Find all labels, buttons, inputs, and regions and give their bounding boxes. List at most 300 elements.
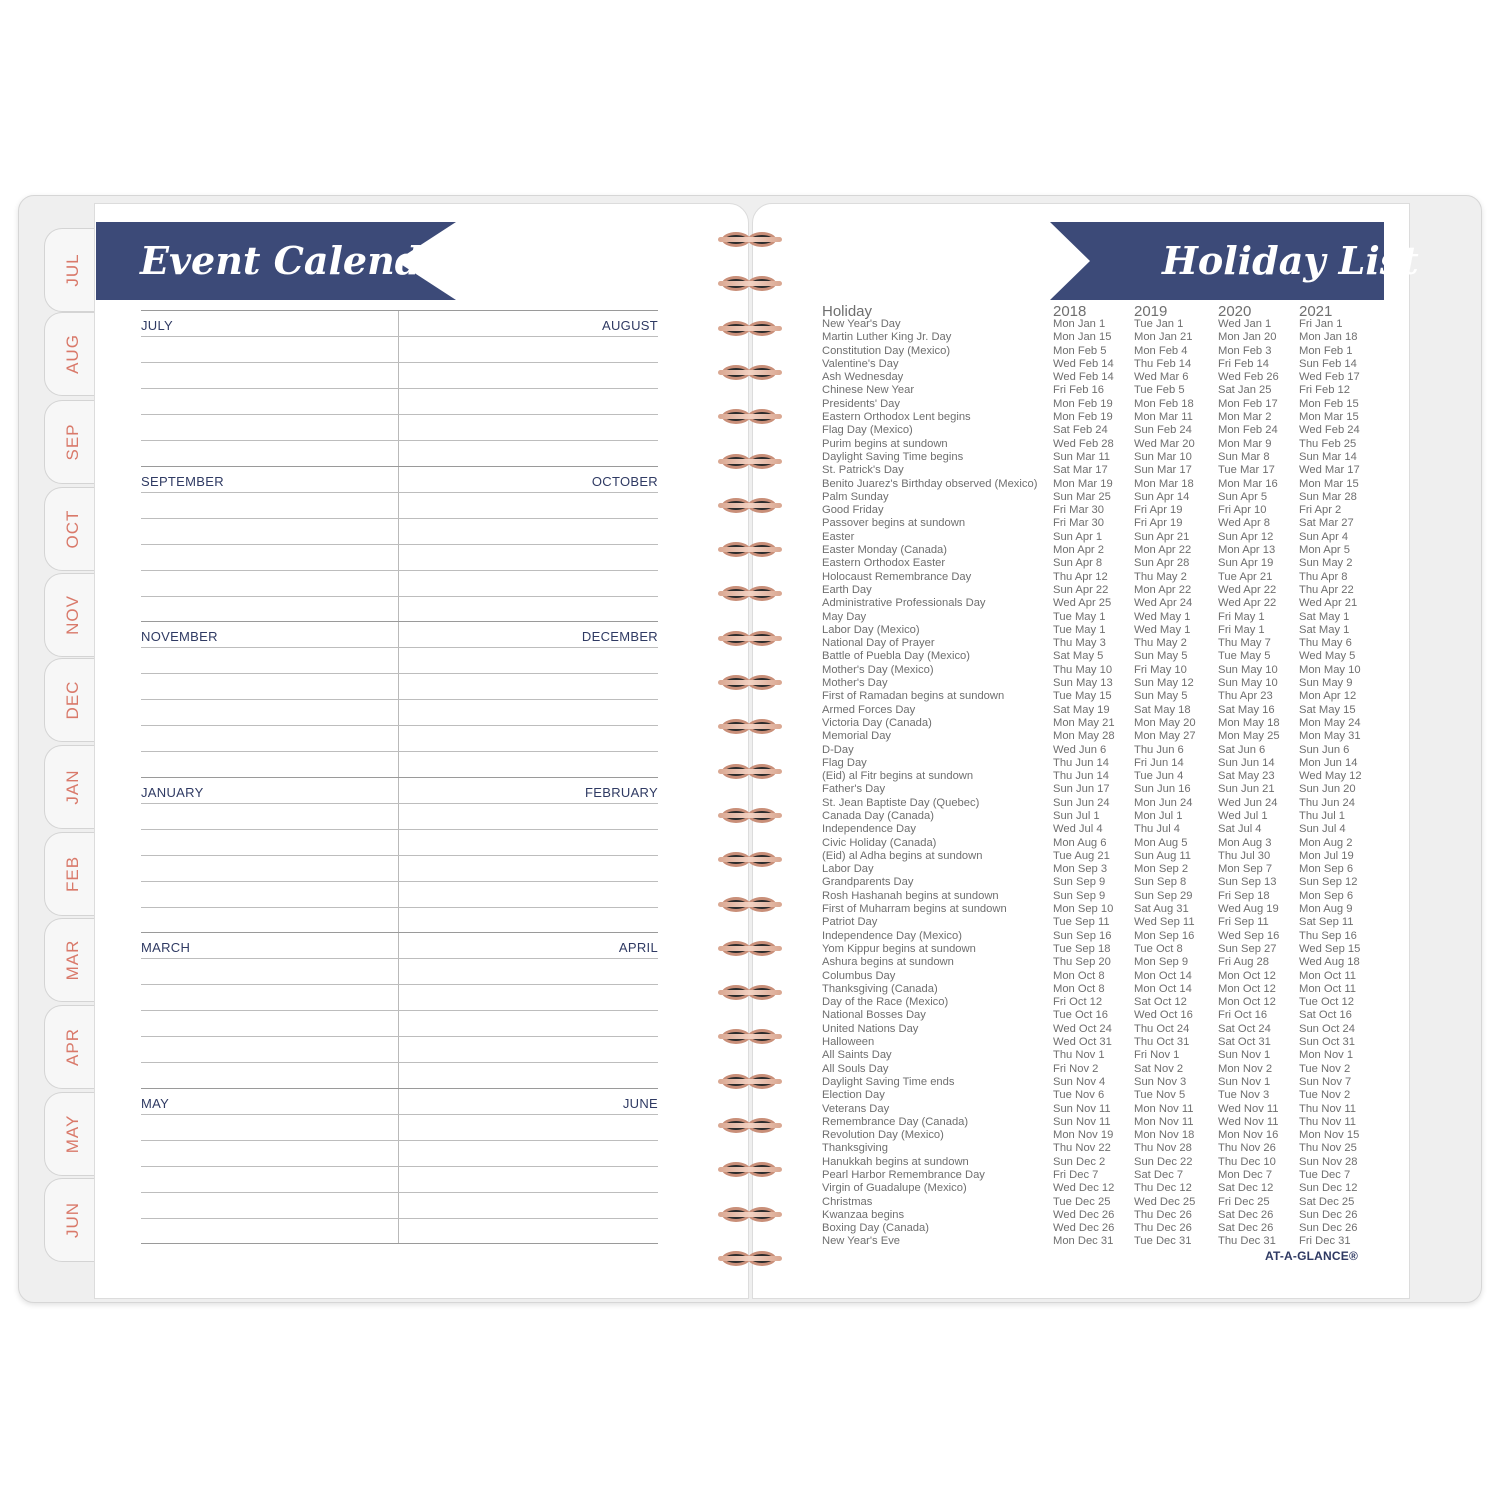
date-2020: Wed Apr 8 [1218,517,1271,530]
date-2019: Wed Mar 6 [1134,371,1189,384]
holiday-name: Mother's Day [822,677,888,690]
date-2021: Wed Apr 21 [1299,597,1358,610]
date-2019: Sun Jun 16 [1134,783,1191,796]
date-2018: Mon Aug 6 [1053,836,1107,849]
date-2021: Mon Apr 5 [1299,544,1350,557]
calendar-line [141,1010,658,1011]
date-2020: Sat Oct 31 [1218,1036,1271,1049]
date-2020: Tue May 5 [1218,650,1271,663]
date-2018: Sun Sep 9 [1053,876,1106,889]
date-2019: Wed Sep 11 [1134,916,1195,929]
date-2018: Sun Jun 17 [1053,783,1110,796]
spiral-coil [718,1251,782,1267]
date-2020: Mon Feb 3 [1218,344,1272,357]
date-2019: Mon Apr 22 [1134,583,1192,596]
holiday-name: First of Muharram begins at sundown [822,903,1007,916]
holiday-name: All Saints Day [822,1049,892,1062]
date-2020: Wed Apr 22 [1218,597,1277,610]
holiday-name: Passover begins at sundown [822,517,966,530]
date-2019: Tue Jun 4 [1134,770,1184,783]
date-2019: Mon Jan 21 [1134,331,1193,344]
date-2020: Tue Mar 17 [1218,464,1275,477]
date-2018: Sun May 13 [1053,677,1113,690]
date-2019: Thu Dec 26 [1134,1222,1192,1235]
date-2021: Sun Mar 14 [1299,450,1357,463]
date-2018: Mon May 28 [1053,730,1115,743]
month-label-left: SEPTEMBER [141,474,224,489]
date-2019: Mon Nov 11 [1134,1115,1194,1128]
date-2020: Sat May 23 [1218,770,1275,783]
date-2021: Fri Apr 2 [1299,504,1342,517]
date-2021: Fri Jan 1 [1299,318,1343,330]
holiday-name: Revolution Day (Mexico) [822,1129,944,1142]
holiday-name: Mother's Day (Mexico) [822,663,934,676]
date-2021: Sun Nov 7 [1299,1075,1352,1088]
holiday-name: Grandparents Day [822,876,914,889]
date-2020: Wed Sep 16 [1218,929,1280,942]
spiral-coil [718,276,782,292]
holiday-name: Victoria Day (Canada) [822,716,932,729]
year-column-2020 [1218,318,1280,1249]
holiday-name: Yom Kippur begins at sundown [822,942,976,955]
date-2019: Sat Dec 7 [1134,1169,1184,1181]
holiday-name: Day of the Race (Mexico) [822,996,949,1009]
month-label-right: FEBRUARY [585,785,658,800]
date-2018: Thu Nov 1 [1053,1049,1105,1062]
date-2018: Tue Aug 21 [1053,849,1110,862]
date-2018: Wed Dec 26 [1053,1222,1115,1235]
brand-logo: AT-A-GLANCE® [1265,1249,1359,1263]
date-2019: Thu Dec 26 [1134,1208,1192,1221]
date-2020: Tue Nov 3 [1218,1089,1270,1102]
calendar-line [141,1166,658,1167]
date-2018: Sun Mar 11 [1053,450,1111,463]
date-2018: Mon Dec 31 [1053,1235,1114,1248]
spiral-coil [718,1207,782,1223]
date-2019: Fri Jun 14 [1134,756,1184,769]
date-2019: Mon Sep 9 [1134,956,1189,969]
tab-jan[interactable] [44,745,100,829]
spiral-coil [718,852,782,868]
date-2019: Sun Mar 10 [1134,450,1192,463]
date-2020: Wed Jul 1 [1218,809,1268,822]
tab-jun[interactable] [44,1178,100,1262]
spiral-coil [718,321,782,337]
date-2018: Fri Nov 2 [1053,1062,1099,1075]
date-2020: Sat Jan 25 [1218,384,1272,397]
date-2020: Sun Apr 12 [1218,530,1274,543]
spiral-coil [718,365,782,381]
calendar-line [141,855,658,856]
date-2021: Mon Oct 11 [1299,969,1356,982]
tab-label: JAN [62,769,82,805]
date-2019: Mon May 27 [1134,730,1196,743]
holiday-name: Remembrance Day (Canada) [822,1115,969,1128]
date-2018: Wed Oct 31 [1053,1036,1112,1049]
date-2019: Sat Aug 31 [1134,903,1189,916]
holiday-name: Thanksgiving (Canada) [822,982,938,995]
date-2020: Wed Feb 26 [1218,371,1279,384]
holiday-name: National Bosses Day [822,1009,926,1022]
year-header-2021: 2021 [1299,303,1333,320]
date-2020: Sun Apr 5 [1218,490,1268,503]
date-2018: Sun Nov 4 [1053,1075,1106,1088]
date-2020: Mon Mar 9 [1218,437,1272,450]
date-2020: Fri Aug 28 [1218,956,1269,969]
date-2020: Mon Feb 17 [1218,397,1278,410]
date-2021: Thu May 6 [1299,637,1352,650]
holiday-name: All Souls Day [822,1062,889,1075]
holiday-name: Rosh Hashanah begins at sundown [822,889,999,902]
tab-jul[interactable] [44,228,100,312]
date-2020: Mon Jan 20 [1218,331,1277,344]
holiday-name: Daylight Saving Time ends [822,1075,955,1088]
calendar-line [141,466,658,467]
holiday-name: Holocaust Remembrance Day [822,570,972,583]
date-2021: Tue Nov 2 [1299,1062,1351,1075]
tab-apr[interactable] [44,1005,100,1089]
date-2021: Mon May 10 [1299,663,1361,676]
date-2018: Thu Nov 22 [1053,1142,1111,1155]
date-2019: Sun Apr 28 [1134,557,1190,570]
date-2021: Mon Jul 19 [1299,849,1354,862]
holiday-name: Flag Day [822,756,867,769]
date-2020: Mon Oct 12 [1218,982,1276,995]
tab-sep[interactable] [44,400,100,484]
date-2019: Sat Oct 12 [1134,996,1187,1009]
date-2020: Mon Nov 2 [1218,1062,1273,1075]
tab-may[interactable] [44,1092,100,1176]
spiral-coil [718,631,782,647]
year-column-2019 [1134,318,1196,1249]
date-2019: Sun Apr 21 [1134,530,1190,543]
holiday-name: Eastern Orthodox Lent begins [822,411,971,424]
date-2019: Fri Apr 19 [1134,504,1183,517]
calendar-line [141,881,658,882]
date-2019: Wed Dec 25 [1134,1195,1196,1208]
date-2020: Mon Sep 7 [1218,863,1273,876]
holiday-name: (Eid) al Adha begins at sundown [822,849,983,862]
date-2018: Wed Feb 28 [1053,437,1114,450]
date-2019: Mon Feb 4 [1134,344,1188,357]
date-2018: Fri Oct 12 [1053,996,1103,1009]
date-2018: Thu Jun 14 [1053,770,1109,783]
date-2018: Sun Jul 1 [1053,809,1100,822]
date-2021: Wed Feb 17 [1299,371,1360,384]
date-2021: Sun Sep 12 [1299,876,1358,889]
year-header-2019: 2019 [1134,303,1168,320]
calendar-line [141,388,658,389]
date-2020: Mon Feb 24 [1218,424,1278,437]
date-2020: Mon May 25 [1218,730,1280,743]
date-2021: Sun May 9 [1299,677,1353,690]
holiday-name: National Day of Prayer [822,637,935,650]
date-2021: Sun Feb 14 [1299,357,1357,370]
date-2018: Thu Jun 14 [1053,756,1109,769]
date-2021: Sat Mar 27 [1299,517,1354,530]
date-2019: Mon Feb 18 [1134,397,1194,410]
calendar-line [141,829,658,830]
date-2019: Wed Mar 20 [1134,437,1195,450]
holiday-name: Thanksgiving [822,1142,888,1155]
date-2019: Thu Oct 24 [1134,1022,1190,1035]
spiral-coil [718,1074,782,1090]
calendar-line [141,647,658,648]
date-2021: Mon May 24 [1299,716,1361,729]
date-2019: Thu Jul 4 [1134,823,1181,836]
date-2019: Sun Mar 17 [1134,464,1192,477]
date-2019: Mon Sep 16 [1134,929,1195,942]
calendar-line [141,596,658,597]
date-2021: Mon Nov 1 [1299,1049,1354,1062]
date-2019: Sat Nov 2 [1134,1062,1184,1075]
holiday-name: Easter Monday (Canada) [822,544,947,557]
holiday-name: Presidents' Day [822,397,900,410]
date-2019: Mon Aug 5 [1134,836,1188,849]
date-2020: Sun May 10 [1218,663,1278,676]
date-2018: Wed Dec 26 [1053,1208,1115,1221]
date-2020: Fri Apr 10 [1218,504,1267,517]
holiday-name: Labor Day (Mexico) [822,623,920,636]
date-2019: Mon Sep 2 [1134,863,1189,876]
date-2019: Mon Jun 24 [1134,796,1193,809]
date-2020: Thu Dec 31 [1218,1235,1276,1248]
calendar-line [141,1192,658,1193]
tab-label: MAR [62,939,82,981]
date-2019: Mon Oct 14 [1134,982,1192,995]
date-2020: Sat Jul 4 [1218,823,1262,836]
holiday-name: Daylight Saving Time begins [822,450,964,463]
date-2021: Sun Jun 20 [1299,783,1356,796]
date-2020: Sun Mar 8 [1218,450,1270,463]
date-2021: Sun Jun 6 [1299,743,1350,756]
date-2021: Mon Feb 1 [1299,344,1353,357]
date-2020: Fri Dec 25 [1218,1195,1270,1208]
date-2021: Sat May 1 [1299,623,1350,636]
date-2019: Fri Apr 19 [1134,517,1183,530]
date-2018: Mon Mar 19 [1053,477,1113,490]
date-2021: Sun Oct 31 [1299,1036,1355,1049]
calendar-line [141,958,658,959]
date-2021: Sat May 1 [1299,610,1350,623]
date-2019: Tue Dec 31 [1134,1235,1192,1248]
date-2020: Sat May 16 [1218,703,1275,716]
date-2018: Mon Jan 15 [1053,331,1112,344]
holiday-name: Eastern Orthodox Easter [822,557,946,570]
date-2021: Mon Nov 15 [1299,1129,1360,1142]
holiday-name: Chinese New Year [822,384,915,397]
calendar-bottom-line [141,1243,658,1244]
date-2019: Tue Nov 5 [1134,1089,1186,1102]
date-2019: Thu Jun 6 [1134,743,1184,756]
date-2019: Mon Jul 1 [1134,809,1183,822]
date-2019: Sun Apr 14 [1134,490,1190,503]
tab-oct[interactable] [44,487,100,571]
date-2018: Sat Mar 17 [1053,464,1108,477]
date-2018: Fri Feb 16 [1053,384,1104,397]
date-2019: Sun Dec 22 [1134,1155,1193,1168]
date-2021: Mon Sep 6 [1299,863,1354,876]
date-2020: Sat Dec 26 [1218,1222,1274,1235]
date-2018: Wed Oct 24 [1053,1022,1112,1035]
date-2020: Fri Sep 11 [1218,916,1269,929]
tab-feb[interactable] [44,832,100,916]
tab-label: APR [62,1028,82,1066]
date-2018: Tue Sep 18 [1053,942,1111,955]
date-2018: Tue May 1 [1053,610,1106,623]
month-label-left: JANUARY [141,785,204,800]
month-label-right: DECEMBER [581,629,658,644]
date-2020: Mon Mar 16 [1218,477,1278,490]
spiral-coil [718,586,782,602]
date-2018: Sun Apr 22 [1053,583,1109,596]
date-2019: Mon Mar 11 [1134,411,1193,424]
tab-label: JUN [62,1201,82,1239]
calendar-line [141,440,658,441]
month-label-right: AUGUST [602,318,658,333]
date-2020: Sat Dec 12 [1218,1182,1274,1195]
calendar-line [141,336,658,337]
spiral-coil [718,1029,782,1045]
year-column-2018 [1053,318,1115,1249]
holiday-name: Hanukkah begins at sundown [822,1155,969,1168]
date-2018: Sun Mar 25 [1053,490,1111,503]
date-2019: Mon Nov 18 [1134,1129,1195,1142]
date-2021: Thu Apr 22 [1299,583,1354,596]
date-2021: Mon May 31 [1299,730,1361,743]
spiral-coil [718,1162,782,1178]
date-2021: Wed Mar 17 [1299,464,1360,477]
tab-dec[interactable] [44,658,100,742]
date-2021: Sun Dec 26 [1299,1208,1358,1221]
date-2018: Mon Feb 5 [1053,344,1107,357]
date-2020: Mon Nov 16 [1218,1129,1279,1142]
date-2018: Mon Apr 2 [1053,544,1104,557]
spiral-coil [718,675,782,691]
spiral-coil [718,985,782,1001]
date-2019: Mon Oct 14 [1134,969,1192,982]
holiday-name: May Day [822,610,867,623]
tab-label: NOV [62,595,82,635]
holiday-header: Holiday [822,303,873,320]
date-2021: Thu Nov 11 [1299,1115,1357,1128]
spiral-coil [718,542,782,558]
date-2021: Mon Mar 15 [1299,411,1359,424]
date-2020: Tue Apr 21 [1218,570,1273,583]
date-2020: Wed Jan 1 [1218,318,1272,330]
calendar-line [141,414,658,415]
holiday-name: Valentine's Day [822,357,899,370]
holiday-name: Memorial Day [822,730,892,743]
date-2021: Mon Jun 14 [1299,756,1358,769]
calendar-line [141,310,658,311]
tab-label: JUL [62,253,82,287]
date-2018: Tue Dec 25 [1053,1195,1111,1208]
date-2021: Mon Mar 15 [1299,477,1359,490]
calendar-line [141,803,658,804]
date-2019: Sun Sep 29 [1134,889,1193,902]
holiday-name: Patriot Day [822,916,878,929]
date-2019: Sun May 5 [1134,650,1188,663]
tab-label: AUG [62,334,82,374]
date-2021: Thu Apr 8 [1299,570,1348,583]
calendar-line [141,1218,658,1219]
date-2021: Tue Oct 12 [1299,996,1354,1009]
holiday-name: D-Day [822,743,854,756]
date-2018: Sun Nov 11 [1053,1115,1111,1128]
month-label-left: MAY [141,1096,170,1111]
holiday-name: New Year's Eve [822,1235,901,1248]
date-2019: Thu Feb 14 [1134,357,1192,370]
date-2020: Thu Apr 23 [1218,690,1273,703]
date-2021: Wed Sep 15 [1299,942,1361,955]
date-2020: Fri Oct 16 [1218,1009,1268,1022]
spiral-coil [718,719,782,735]
calendar-line [141,1036,658,1037]
calendar-line [141,777,658,778]
date-2018: Fri Mar 30 [1053,504,1104,517]
tab-aug[interactable] [44,312,100,396]
date-2021: Sun Oct 24 [1299,1022,1355,1035]
month-label-left: NOVEMBER [141,629,218,644]
date-2020: Mon Apr 13 [1218,544,1276,557]
date-2021: Mon Aug 2 [1299,836,1353,849]
calendar-line [141,673,658,674]
date-2020: Sun Nov 1 [1218,1075,1271,1088]
date-2020: Thu Jul 30 [1218,849,1271,862]
date-2019: Mon Nov 11 [1134,1102,1194,1115]
date-2018: Fri Dec 7 [1053,1169,1099,1181]
year-column-2021 [1299,318,1362,1249]
date-2018: Sun Dec 2 [1053,1155,1106,1168]
spiral-coil [718,409,782,425]
calendar-line [141,1140,658,1141]
month-label-left: MARCH [141,940,191,955]
date-2021: Sun Apr 4 [1299,530,1349,543]
date-2021: Thu Nov 25 [1299,1142,1357,1155]
date-2021: Sun Mar 28 [1299,490,1357,503]
tab-label: FEB [62,855,82,893]
spiral-coil [718,808,782,824]
date-2020: Sun May 10 [1218,677,1278,690]
tab-label: MAY [62,1114,82,1154]
date-2019: Mon May 20 [1134,716,1196,729]
spiral-coil [718,764,782,780]
calendar-line [141,621,658,622]
calendar-line [141,544,658,545]
date-2020: Fri Sep 18 [1218,889,1270,902]
date-2021: Mon Oct 11 [1299,982,1356,995]
date-2019: Thu May 2 [1134,637,1187,650]
tab-mar[interactable] [44,918,100,1002]
holiday-name: Earth Day [822,583,872,596]
date-2021: Thu Jul 1 [1299,809,1346,822]
date-2019: Fri Nov 1 [1134,1049,1180,1062]
date-2018: Sun Apr 8 [1053,557,1103,570]
tab-nov[interactable] [44,573,100,657]
year-header-2018: 2018 [1053,303,1087,320]
date-2020: Wed Aug 19 [1218,903,1279,916]
spiral-coil [718,897,782,913]
date-2018: Sat May 19 [1053,703,1110,716]
date-2020: Sat Dec 26 [1218,1208,1274,1221]
date-2019: Sun Nov 3 [1134,1075,1187,1088]
date-2018: Wed Apr 25 [1053,597,1112,610]
date-2021: Thu Jun 24 [1299,796,1355,809]
date-2019: Sun May 12 [1134,677,1194,690]
date-2019: Sun Sep 8 [1134,876,1187,889]
date-2020: Fri Feb 14 [1218,357,1269,370]
